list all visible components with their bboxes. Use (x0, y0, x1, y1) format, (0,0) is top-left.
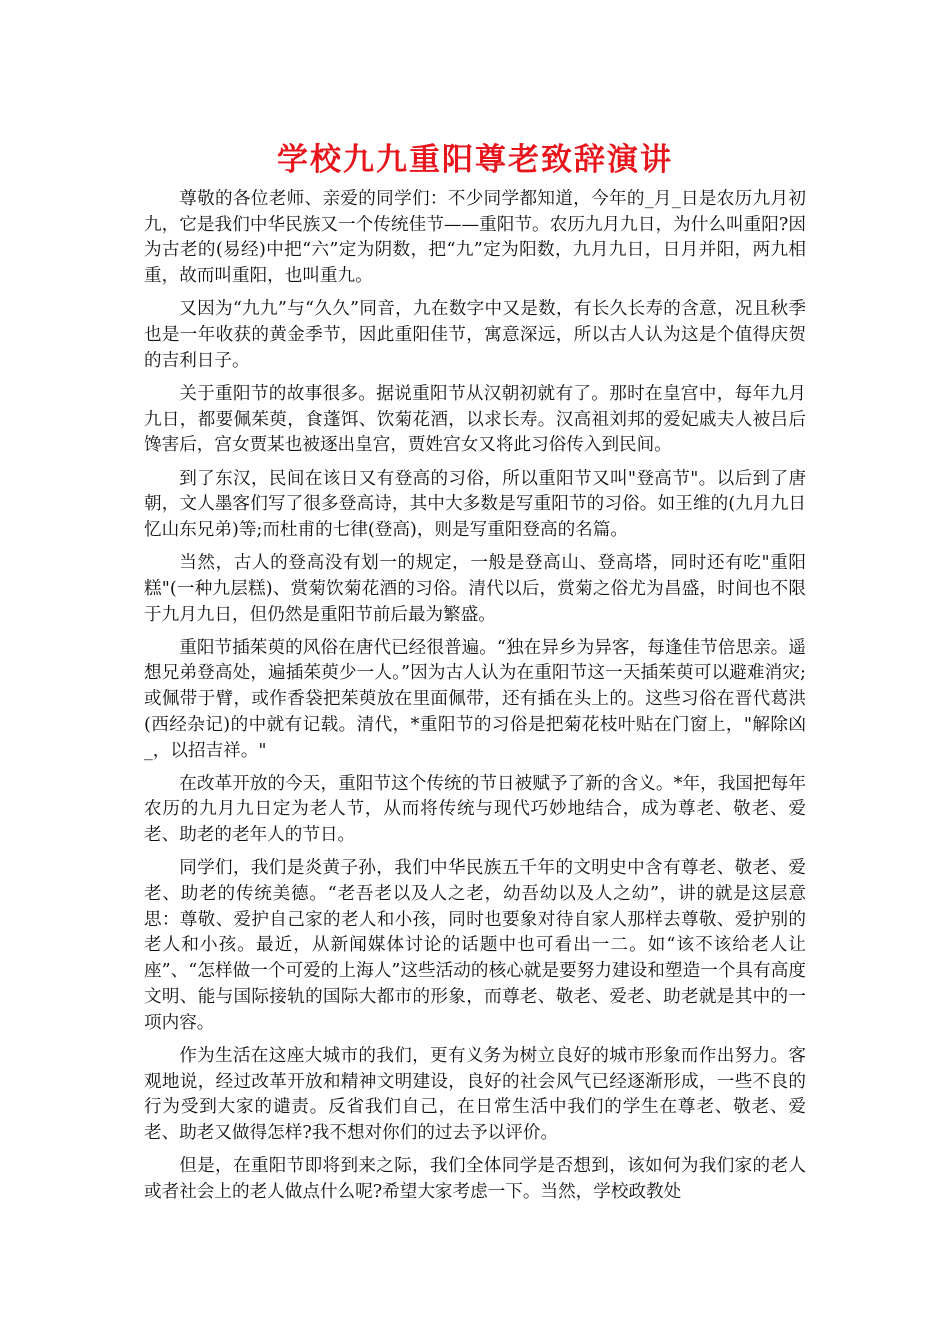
paragraph-2: 又因为“九九”与“久久”同音，九在数字中又是数，有长久长寿的含意，况且秋季也是一年收获的黄金季节，因此重阳佳节，寓意深远，所以古人认为这是个值得庆贺的吉利日子。 (144, 299, 806, 371)
document-title: 学校九九重阳尊老致辞演讲 (277, 142, 673, 178)
paragraph-3: 关于重阳节的故事很多。据说重阳节从汉朝初就有了。那时在皇宫中，每年九月九日，都要佩茱萸，食蓬饵、饮菊花酒，以求长寿。汉高祖刘邦的爱妃戚夫人被吕后馋害后，宫女贾某也被逐出皇宫，贾姓宫女又将此习俗传入到民间。 (144, 383, 806, 456)
paragraph-7: 在改革开放的今天，重阳节这个传统的节日被赋予了新的含义。*年，我国把每年农历的九月九日定为老人节，从而将传统与现代巧妙地结合，成为尊老、敬老、爱老、助老的老年人的节日。 (144, 773, 806, 846)
paragraph-5: 当然，古人的登高没有划一的规定，一般是登高山、登高塔，同时还有吃"重阳糕"(一种九层糕)、赏菊饮菊花酒的习俗。清代以后，赏菊之俗尤为昌盛，时间也不限于九月九日，但仍然是重阳节前后最为繁盛。 (144, 553, 806, 625)
paragraph-6: 重阳节插茱萸的风俗在唐代已经很普遍。“独在异乡为异客，每逢佳节倍思亲。遥想兄弟登高处，遍插茱萸少一人。”因为古人认为在重阳节这一天插茱萸可以避难消灾;或佩带于臂，或作香袋把茱萸放在里面佩带，还有插在头上的。这些习俗在晋代葛洪(西经杂记)的中就有记载。清代，*重阳节的习俗是把菊花枝叶贴在门窗上，"解除凶_，以招吉祥。" (144, 637, 806, 761)
paragraph-9: 作为生活在这座大城市的我们，更有义务为树立良好的城市形象而作出努力。客观地说，经过改革开放和精神文明建设，良好的社会风气已经逐渐形成，一些不良的行为受到大家的谴责。反省我们自己，在日常生活中我们的学生在尊老、敬老、爱老、助老又做得怎样?我不想对你们的过去予以评价。 (144, 1045, 806, 1143)
paragraph-10: 但是，在重阳节即将到来之际，我们全体同学是否想到，该如何为我们家的老人或者社会上的老人做点什么呢?希望大家考虑一下。当然，学校政教处 (144, 1156, 806, 1202)
paragraph-8: 同学们，我们是炎黄子孙，我们中华民族五千年的文明史中含有尊老、敬老、爱老、助老的传统美德。“老吾老以及人之老，幼吾幼以及人之幼”，讲的就是这层意思：尊敬、爱护自己家的老人和小孩，同时也要象对待自家人那样去尊敬、爱护别的老人和小孩。最近，从新闻媒体讨论的话题中也可看出一二。如“该不该给老人让座”、“怎样做一个可爱的上海人”这些活动的核心就是要努力建设和塑造一个具有高度文明、能与国际接轨的国际大都市的形象，而尊老、敬老、爱老、助老就是其中的一项内容。 (144, 858, 806, 1033)
paragraph-4: 到了东汉，民间在该日又有登高的习俗，所以重阳节又叫"登高节"。以后到了唐朝，文人墨客们写了很多登高诗，其中大多数是写重阳节的习俗。如王维的(九月九日忆山东兄弟)等;而杜甫的七律(登高)，则是写重阳登高的名篇。 (144, 468, 806, 540)
paragraph-1: 尊敬的各位老师、亲爱的同学们：不少同学都知道，今年的_月_日是农历九月初九，它是我们中华民族又一个传统佳节——重阳节。农历九月九日，为什么叫重阳?因为古老的(易经)中把“六”定为阴数，把“九”定为阳数，九月九日，日月并阳，两九相重，故而叫重阳，也叫重九。 (144, 189, 806, 287)
document-body (144, 187, 806, 1213)
